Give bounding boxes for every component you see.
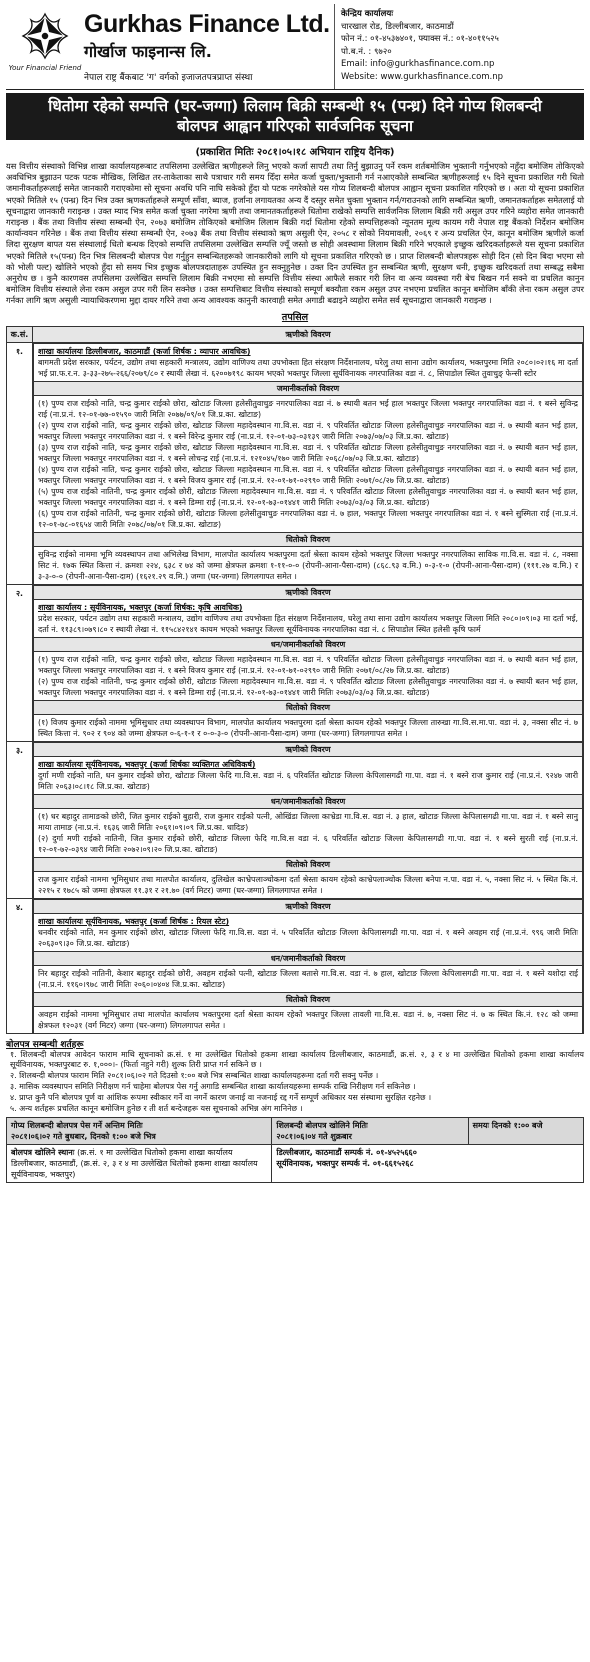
company-name-np: गोर्खाज फाइनान्स लि. [84,42,212,61]
record-sn: ४. [7,898,33,1033]
office-label: केन्द्रिय कार्यालयः [341,9,394,19]
title-line-1: धितोमा रहेको सम्पत्ति (घर-जग्गा) लिलाम बिक्री सम्बन्धी १५ (पन्ध्र) दिने गोप्य शिलबन्दी [48,97,542,115]
guarantor-heading: धन/जमानीकर्ताको विवरण [34,951,583,965]
phone-fax: फोन नं.: ०१-४५३७४०१, फ्याक्स नं.: ०१-४०११५२५ [341,34,499,44]
company-block [84,4,334,89]
col-desc-header: ऋणीको विवरण [33,326,584,342]
term-item: ३. मासिक व्यवस्थापन समिति निरीक्षण गर्न चाहेमा बोलपत्र पेस गर्नु अगाडि सम्बन्धित शाखा कार्यालयहरूमा सम्पर्क राखि निरीक्षण गर्न सकिनेछ । [10,1082,416,1092]
annex-title: तपसिल [281,311,309,323]
guarantor-item: (२) पुण्य राज राईको नातिनी, चन्द्र कुमार राईको छोरी, खोटाङ जिल्ला महादेवस्थान गा.वि.स. वडा नं. ९ परिवर्तित खोटाङ जिल्ला हलेसीतुवाचुङ नगरपालिका वडा नं. ७ स्थायी बतन भई हाल, भक्तपुर जिल्ला भक्तपुर नगरपालिका वडा नं. १ बस्ने डिम्मा राई (ना.प्र.नं. १२-०१-७३-०१४४१ जारी मितिः २०७३/०३/०३ जि.प्र.का. खोटाङ) [38,676,578,697]
notice-title [6,93,584,140]
guarantor-item: (६) पुण्य राज राईको नातिनी, चन्द्र कुमार राईको छोरी, खोटाङ जिल्ला हलेसीतुवाचुङ नगरपालिका वडा नं. ७ हाल, भक्तपुर जिल्ला भक्तपुर नगरपालिका वडा नं. १ बस्ने सुस्मिता राई (ना.प्र.नं. १२-०१-७८-०१६५४ जारी मितिः २०७८/०७/०१ जि.प्र.का. खोटाङ) [38,508,578,529]
terms-list [6,1050,584,1115]
guarantor-item: (४) पुण्य राज राईको नाति, चन्द्र कुमार राईको छोरा, खोटाङ जिल्ला महादेवस्थान गा.वि.स. वडा नं. ९ परिवर्तित खोटाङ जिल्ला हलेसीतुवाचुङ नगरपालिका वडा नं. ७ स्थायी बतन भई हाल, भक्तपुर जिल्ला भक्तपुर नगरपालिका वडा नं. १ बस्ने विजय कुमार राई (ना.प्र.नं. १२-०१-७१-०२९९० जारी मितिः २०७१/०८/२७ जि.प्र.का. खोटाङ) [38,464,578,485]
guarantor-item: (१) पुण्य राज राईको नाति, चन्द्र कुमार राईको छोरा, खोटाङ जिल्ला हलेसीतुवाचुङ नगरपालिका वडा नं. ७ स्थायी बतन भई हाल भक्तपुर जिल्ला भक्तपुर नगरपालिका वडा नं. १ बस्ने सुविन्द्र राई (ना.प्र.नं. १२-०१-७७-०१५९० जारी मितिः २०७७/०९/०१ जि.प्र.का. खोटाङ) [38,398,578,419]
guarantor-item: निर बहादुर राईको नातिनी, केशार बहादुर राईको छोरी, अवहम राईको पत्नी, खोटाङ जिल्ला बतासे गा.वि.स. वडा नं. ७ हाल, खोटाङ जिल्ला केपिलासगढी गा.पा. वडा नं. १ बस्ने यशोदा राई (ना.प्र.नं. ११६०।९७८ जारी मितिः २०६०।०४०४ जि.प्र.का. खोटाङ) [38,968,578,989]
guarantor-heading: जमानीकर्ताको विवरण [34,381,583,395]
open-date-label: शिलबन्दी बोलपत्र खोलिने मितिः [276,1121,368,1131]
terms-title: बोलपत्र सम्बन्धी शर्तहरू [6,1039,84,1050]
borrower-text: बागमती प्रदेश सरकार, पर्यटन, उद्योग तथा सहकारी मन्त्रालय, उद्योग वाणिज्य तथा उपभोक्ता हित संरक्षण निर्देशनालय, घरेलु तथा साना उद्योग कार्यालय, भक्तपुरमा मिति २०८०।०२।१६ मा दर्ता भई प्रा.फ.र.न. ३-३३-२७५-२६६/२०७९/८० र स्थायी लेखा नं. ६२००७१९८ कायम भएको भक्तपुर जिल्ला सूर्यविनायक नगरपालिका वडा नं. ८, सिपाडोल स्थित तुवाचुङ् फेन्सी स्टोर [38,357,578,378]
record-sn: २. [7,584,33,741]
collateral-text: राज कुमार राईको नाममा भूमिसुधार तथा मालपोत कार्यालय, दुलिखेल काभ्रेपलाञ्चोकमा दर्ता श्रेस्ता कायम रहेको काभ्रेपलाञ्चोक जिल्ला बनेपा न.पा. वडा नं. ५, नक्सा सिट नं. ५ स्थित कि.नं. २२१५ र १७८५ को जम्मा क्षेत्रफल ११.३१ र २१.७० (वर्ग मिटर) जग्गा (घर-जग्गा) लिगलगापत समेत । [34,871,583,898]
term-item: २. शिलबन्दी बोलपत्र फाराम मिति २०८१।०६।०२ गते दिउसो १:०० बजे भित्र सम्बन्धित शाखा कार्यालयहरूमा दर्ता गरी सक्नु पर्नेछ । [10,1071,379,1081]
term-item: ५. अन्य शर्तहरू प्रचलित कानून बमोजिम हुनेछ र ती शर्त बन्देजहरू यस सूचनाको अभिन्न अंग मानिनेछ । [10,1103,303,1113]
website[interactable]: Website: www.gurkhasfinance.com.np [341,71,504,82]
footer-table [6,1117,584,1183]
logo [6,4,84,89]
open-date: २०८१।०६।०४ गते शुक्रबार [276,1132,352,1142]
record-row [7,898,584,1033]
branch-heading: शाखा कार्यालयः सूर्यविनायक, भक्तपुर (कर्जा शिर्षकः व्यक्तिगत अधिविकर्ष) [38,759,256,769]
company-name-en: Gurkhas Finance Ltd. [84,10,330,38]
contact-block [334,4,584,89]
term-item: ४. प्राप्त कुनै पनि बोलपत्र पूर्ण वा आंशिक रूपमा स्वीकार गर्ने वा नगर्ने कारण जनाई वा नजनाई रद्द गर्ने सम्पूर्ण अधिकार यस संस्थामा सुरक्षित रहनेछ । [10,1092,432,1102]
records-table [6,326,584,1034]
guarantor-item: (२) पुण्य राज राईको नाति, चन्द्र कुमार राईको छोरा, खोटाङ जिल्ला महादेवस्थान गा.वि.स. वडा नं. ९ परिवर्तित खोटाङ जिल्ला हलेसीतुवाचुङ नगरपालिका वडा नं. ७ स्थायी बतन भई हाल, भक्तपुर जिल्ला भक्तपुर नगरपालिका वडा नं. १ बस्ने विरेन्द्र कुमार राई (ना.प्र.नं. १२-०१-७३-०३१३९ जारी मितिः २०७३/०७/०३ जि.प्र.का. खोटाङ) [38,420,578,441]
borrower-heading: ऋणीको विवरण [34,742,583,756]
borrower-text: प्रदेश सरकार, पर्यटन उद्योग तथा सहकारी मन्त्रालय, उद्योग वाणिज्य तथा उपभोक्ता हित संरक्षण निर्देशनालय, घरेलु तथा साना उद्योग कार्यालय भक्तपुर जिल्ला मिति २०८०।०९।०३ मा दर्ता भई, दर्ता नं. ११३८९।०७९।८० र स्थायी लेखा नं. ११५८४२१४१ कायम भएको भक्तपुर जिल्ला सूर्यविनायक नगरपालिका वडा नं. ८ सिपाडोल स्थित हलेसी कृषि फार्म [38,613,578,634]
col-sn-header: क.सं. [7,326,33,342]
email[interactable]: Email: info@gurkhasfinance.com.np [341,59,495,69]
intro-paragraph: यस वित्तीय संस्थाको विभिन्न शाखा कार्यालयहरूबाट तपसिलमा उल्लेखित ऋणीहरूले लिनु भएको कर्जा सापटी तथा तिर्नु बुझाउनु पर्ने रकम शर्तबमोजिम भुक्तानी गर्नुभएको नहुँदा बमोजिम तोकिएको अवधिभित्र बुझाउन पटक पटक मौखिक, लिखित तर-ताकेताका साथै पत्राचार गरी समय दिँदा समेत कर्जा चुक्ता/भुक्तानी गर्न नआएकोले सम्बन्धित ऋणीहरूलाई १५ दिने सूचना प्रकाशित गरी धितो जमानीकर्ताहरूलाई समेत जानकारी गराएकोमा सो सूचना अवधि पनि नाघि सकेको हुँदा यो पटक नगरेकोले यस गोप्य शिलबन्दी बोलपत्र आह्वान सूचना प्रकाशित गरिएको छ । अतः यो सूचना प्रकाशित भएको मितिले १५ (पन्ध्र) दिन भित्र उक्त ऋणकर्ताहरूले सम्पूर्ण साँवा, ब्याज, हर्जाना लगायतका अन्य दैं दस्तुर समेत चुक्ता भुक्तान गर्न/गराउनको लागि सम्बन्धित ऋणी, जमानतकर्ताहरू समेतलाई यो सूचनाद्वारा जानकारी गराइन्छ । उक्त म्याद भित्र समेत कर्जा चुक्ता नगरेमा ऋणी तथा जमानतकर्ताहरूले धितोमा राखेको सम्पत्ति सार्वजनिक लिलाम बिक्री गरी असुल उपर गरिने व्यहोरा समेत जानकारी गराइन्छ । बैंक तथा वित्तीय संस्था सम्बन्धी ऐन, २०७३ बमोजिम तोकिएको बमोजिम लिलाम बिक्री गर्दा धितोमा रहेको सम्पत्तिहरूको न्यूनतम मूल्य कायम गरी नेपाल राष्ट्र बैंकको निर्देशन बमोजिम कार्यान्वयन गरिनेछ । बैंक तथा वित्तीय संस्था सम्बन्धी ऐन, २०७३ बैंक तथा वित्तीय संस्थाको ऋण असुली ऐन, २०५८ र सोको नियमावली, २०६९ र अन्य प्रचलित ऐन, कानून बमोजिम ऋणीले कर्जा लिदा सुरक्षण बापत यस संस्थालाई धितो बन्धक दिएको सम्पत्ति तपसिलमा उल्लेखित सम्पत्ति ज्यूँ जस्तो छ सोही अवस्थामा लिलाम बिक्री गरिने भएकाले इच्छुक खरिदकर्ताहरूले यस सूचना प्रकाशित भएको मितिले १५(पन्ध्र) दिन भित्र सिलबन्दी बोलपत्र पेश गर्नुहुन सम्बन्धितहरूको जानकारीको लागि यो सूचना प्रकाशित गरिएको छ । प्राप्त शिलबन्दी बोलपत्रहरू सोही दिन (सो दिन बिदा भएमा सो को भोली पल्ट) खोलिने भएको हुँदा सो समय भित्र इच्छुक बोलपत्रदाताहरू उपस्थित हुन सक्नुहुनेछ । उक्त दिन उपस्थित हुन सम्बन्धित ऋणी, सुरक्षण धनी, इच्छुक खरिदकर्ता तथा सम्बद्ध सबैमा अनुरोध छ । कुनै कारणवस तपसिलमा उल्लेखित सम्पत्ति लिलाम बिक्री नभएमा सो सम्पत्ति वित्तीय संस्था आफैले सकार गरी लिन वा अन्य व्यवस्था गरी बेच बिखन गर्न सक्ने वा प्रचलित कानुन बमोजिम वित्तीय संस्थाले लेना रकम असुल उपर गरी लिन सक्नेछ । उक्त सम्पत्तिबाट वित्तीय संस्थाको सम्पूर्ण बक्यौता रकम असुल उपर नभएमा प्रचलित कानून बमोजिम बाँकी लेना रकम असुल उपर गर्नका लागि ऋण असुली न्यायाधिकरणमा मुद्दा दायर गरिने तथा अन्य आवश्यक कानुनी कारवाही समेत अगाडी बढाइने व्यहोरा समेत सर्व सूचनाद्वारा जानकारी गराइन्छ । [6,161,584,306]
record-sn: १. [7,342,33,584]
record-sn: ३. [7,741,33,898]
header [6,4,584,90]
branch-heading: शाखा कार्यालयः सूर्यविनायक, भक्तपुर (कर्जा शिर्षक : रियल स्टेट) [38,916,230,926]
office-address: चारखाल रोड, डिल्लीबजार, काठमाडौं [341,21,454,32]
open-place: (क्र.सं. १ मा उल्लेखित धितोको हकमा शाखा कार्यालय डिल्लीबजार, काठमाडौं, (क्र.सं. २, ३ र ४ मा उल्लेखित धितोको हकमा शाखा कार्यालय सूर्यविनायक, भक्तपुर) [11,1148,258,1180]
record-row [7,342,584,584]
tagline: Your Financial Friend [8,64,82,72]
open-time: समयः दिनको १:०० बजे [468,1118,583,1145]
po-box: पो.ब.नं. : ९७२० [341,46,392,57]
contact-dillibazar: डिल्लीबजार, काठमाडौं सम्पर्क नं. ०१-४५२५६६० [276,1148,417,1158]
guarantor-item: (५) पुण्य राज राईको नातिनी, चन्द्र कुमार राईको छोरी, खोटाङ जिल्ला महादेवस्थान गा.वि.स. वडा नं. ९ परिवर्तित खोटाङ जिल्ला हलेसीतुवाचुङ नगरपालिका वडा नं. ७ स्थायी बतन भई हाल, भक्तपुर जिल्ला भक्तपुर नगरपालिका वडा नं. १ बस्ने डिम्मा राई (ना.प्र.नं. १२-०१-७३-०१४४१ जारी मितिः २०७३/०३/०३ जि.प्र.का. खोटाङ) [38,486,578,507]
guarantor-item: (१) धर बहादुर तामाङको छोरी, जित कुमार राईको बुहारी, राज कुमार राईको पत्नी, ओखिंडा जिल्ला काभ्रेडा गा.वि.स. वडा नं. ३ हाल, खोटाङ जिल्ला केपिलासगढी गा.पा. वडा नं. १ बस्ने सानु माया तामाङ (ना.प्र.नं. १६३६ जारी मितिः २०६१।०९।०९ जि.प्र.का. धादिङ) [38,811,578,832]
branch-heading: शाखा कार्यालय : सूर्यविनायक, भक्तपुर (कर्जा शिर्षक: कृषि आवधिक) [38,602,243,612]
guarantor-item: (२) दुर्गा मणी राईको नातिनी, जित कुमार राईको छोरी, खोटाङ जिल्ला फेदि गा.वि.स वडा नं. ६ परिवर्तित खोटाङ जिल्ला केपिलासगढी गा.पा. वडा नं. १ बस्ने सुरती राई (ना.प्र.नं. १२-०१-७२-०३९४ जारी मितिः २०७२।०९।२० जि.प्र.का. खोटाङ) [38,833,578,854]
collateral-heading: धितोको विवरण [34,857,583,871]
open-place-label: बोलपत्र खोलिने स्थानः [11,1148,75,1158]
branch-heading: शाखा कार्यालयः डिल्लीबजार, काठमाडौं (कर्जा शिर्षक : व्यापार आवधिक) [38,346,251,356]
guarantor-heading: धन/जमानीकर्ताको विवरण [34,794,583,808]
borrower-heading: ऋणीको विवरण [34,585,583,599]
guarantor-item: (३) पुण्य राज राईको नाति, चन्द्र कुमार राईको छोरा, खोटाङ जिल्ला महादेवस्थान गा.वि.स. वडा नं. ९ परिवर्तित खोटाङ जिल्ला हलेसीतुवाचुङ नगरपालिका वडा नं. ७ स्थायी बतन भई हाल, भक्तपुर जिल्ला भक्तपुर नगरपालिका वडा नं. १ बस्ने लोचन्द्र राई (ना.प्र.नं. १२१०४५/१७० जारी मितिः २०६८/०७/०३ जि.प्र.का. खोटाङ) [38,442,578,463]
guarantor-heading: धन/जमानीकर्ताको विवरण [34,637,583,651]
collateral-text: (१) विजय कुमार राईको नाममा भूमिसुधार तथा व्यवस्थापन विभाग, मालपोत कार्यालय भक्तपुरमा दर्ता श्रेस्ता कायम रहेको भक्तपुर जिल्ला तारुखा गा.वि.स.मा.पा. वडा नं. ३, नक्सा सीट नं. ७ स्थित कित्ता नं. ९०२ र ९०४ को जम्मा क्षेत्रफल ०-६-१-१ र ०-०-३-० (रोपनी-आना-पैसा-दाम) जग्गा (घर-जग्गा) लिगलगापत समेत । [34,714,583,741]
collateral-heading: धितोको विवरण [34,532,583,546]
title-line-2: बोलपत्र आह्वान गरिएको सार्वजनिक सूचना [176,117,414,135]
submit-deadline-label: गोप्य शिलबन्दी बोलपत्र पेस गर्ने अन्तिम मितिः [11,1121,143,1131]
contact-suryabinayak: सूर्यविनायक, भक्तपुर सम्पर्क नं. ०१-६६१५२६८ [276,1159,414,1169]
record-row [7,741,584,898]
record-row [7,584,584,741]
collateral-heading: धितोको विवरण [34,992,583,1006]
collateral-text: सुविन्द्र राईको नाममा भूमि व्यवस्थापन तथा अभिलेख विभाग, मालपोत कार्यालय भक्तपुरमा दर्ता श्रेस्ता कायम रहेको भक्तपुर जिल्ला भक्तपुर नगरपालिका साविक गा.वि.स. वडा नं. ८, नक्सा सिट नं. १७क स्थित कित्ता नं. क्रमशः २२४, ६३८ र ७४ को जम्मा क्षेत्रफल क्रमशः १-११-०-० (रोपनी-आना-पैसा-दाम) (८६८.९३ व.मि.) ०-३-१-० (रोपनी-आना-पैसा-दाम) (१११.२७ व.मि.) र ३-३-०-० (रोपनी-आना-पैसा-दाम) (१६२१.२९ व.मि.) जग्गा (घर-जग्गा) लिगलगापत समेत । [34,546,583,584]
borrower-text: दुर्गा मणी राईको नाति, धन कुमार राईको छोरा, खोटाङ जिल्ला फेदि गा.वि.स. वडा नं. ६ परिवर्तित खोटाङ जिल्ला केपिलासगढी गा.पा. वडा नं. १ बस्ने राज कुमार राई (ना.प्र.नं. ९२४७ जारी मितिः २०६३।०८।१८ जि.प्र.का. खोटाङ) [38,770,578,791]
publication-date: (प्रकाशित मितिः २०८१।०५।१८ अभियान राष्ट्रिय दैनिक) [195,147,395,158]
submit-deadline: २०८१।०६।०२ गते बुधबार, दिनको १:०० बजे भित्र [11,1132,156,1142]
borrower-text: धनवीर राईको नाति, मन कुमार राईको छोरा, खोटाङ जिल्ला फेदि गा.वि.स. वडा नं. ५ परिवर्तित खोटाङ जिल्ला केपिलासगढी गा.पा. वडा नं. १ बस्ने अवहम राई (ना.प्र.नं. ९९६ जारी मितिः २०६३०९।३० जि.प्र.का. खोटाङ) [38,927,578,948]
collateral-text: अवहम राईको नाममा भूमिसुधार तथा मालपोत कार्यालय भक्तपुरमा दर्ता श्रेस्ता कायम रहेको भक्तपुर जिल्ला तावली गा.वि.स. वडा नं. ७, नक्सा सिट नं. ७ क स्थित कि.नं. १२८ को जम्मा क्षेत्रफल १२०३१ (वर्ग मिटर) जग्गा (घर-जग्गा) लिगलगापत समेत । [34,1006,583,1033]
borrower-heading: ऋणीको विवरण [34,899,583,913]
term-item: १. शिलबन्दी बोलपत्र आवेदन फाराम माथि सूचनाको क्र.सं. १ मा उल्लेखित धितोको हकमा शाखा कार्यालय डिल्लीबजार, काठमाडौं, क्र.सं. २, ३ र ४ मा उल्लेखित धितोको हकमा शाखा कार्यालय सूर्यविनायक, भक्तपुरबाट रु. १,०००।- (फिर्ता नहुने गरी) शुल्क तिरी प्राप्त गर्न सकिने छ । [10,1049,584,1070]
gurkhas-logo-icon [19,10,71,62]
guarantor-item: (१) पुण्य राज राईको नाति, चन्द्र कुमार राईको छोरा, खोटाङ जिल्ला महादेवस्थान गा.वि.स. वडा नं. ९ परिवर्तित खोटाङ जिल्ला हलेसीतुवाचुङ नगरपालिका वडा नं. ७ स्थायी बतन भई हाल, भक्तपुर जिल्ला भक्तपुर नगरपालिका वडा नं. १ बस्ने विजय कुमार राई (ना.प्र.नं. १२-०१-७१-०२९९० जारी मितिः २०७१/०८/२७ जि.प्र.का. खोटाङ) [38,654,578,675]
collateral-heading: धितोको विवरण [34,700,583,714]
license-text: नेपाल राष्ट्र बैंकबाट 'ग' वर्गको इजाजतपत्रप्राप्त संस्था [84,73,253,83]
